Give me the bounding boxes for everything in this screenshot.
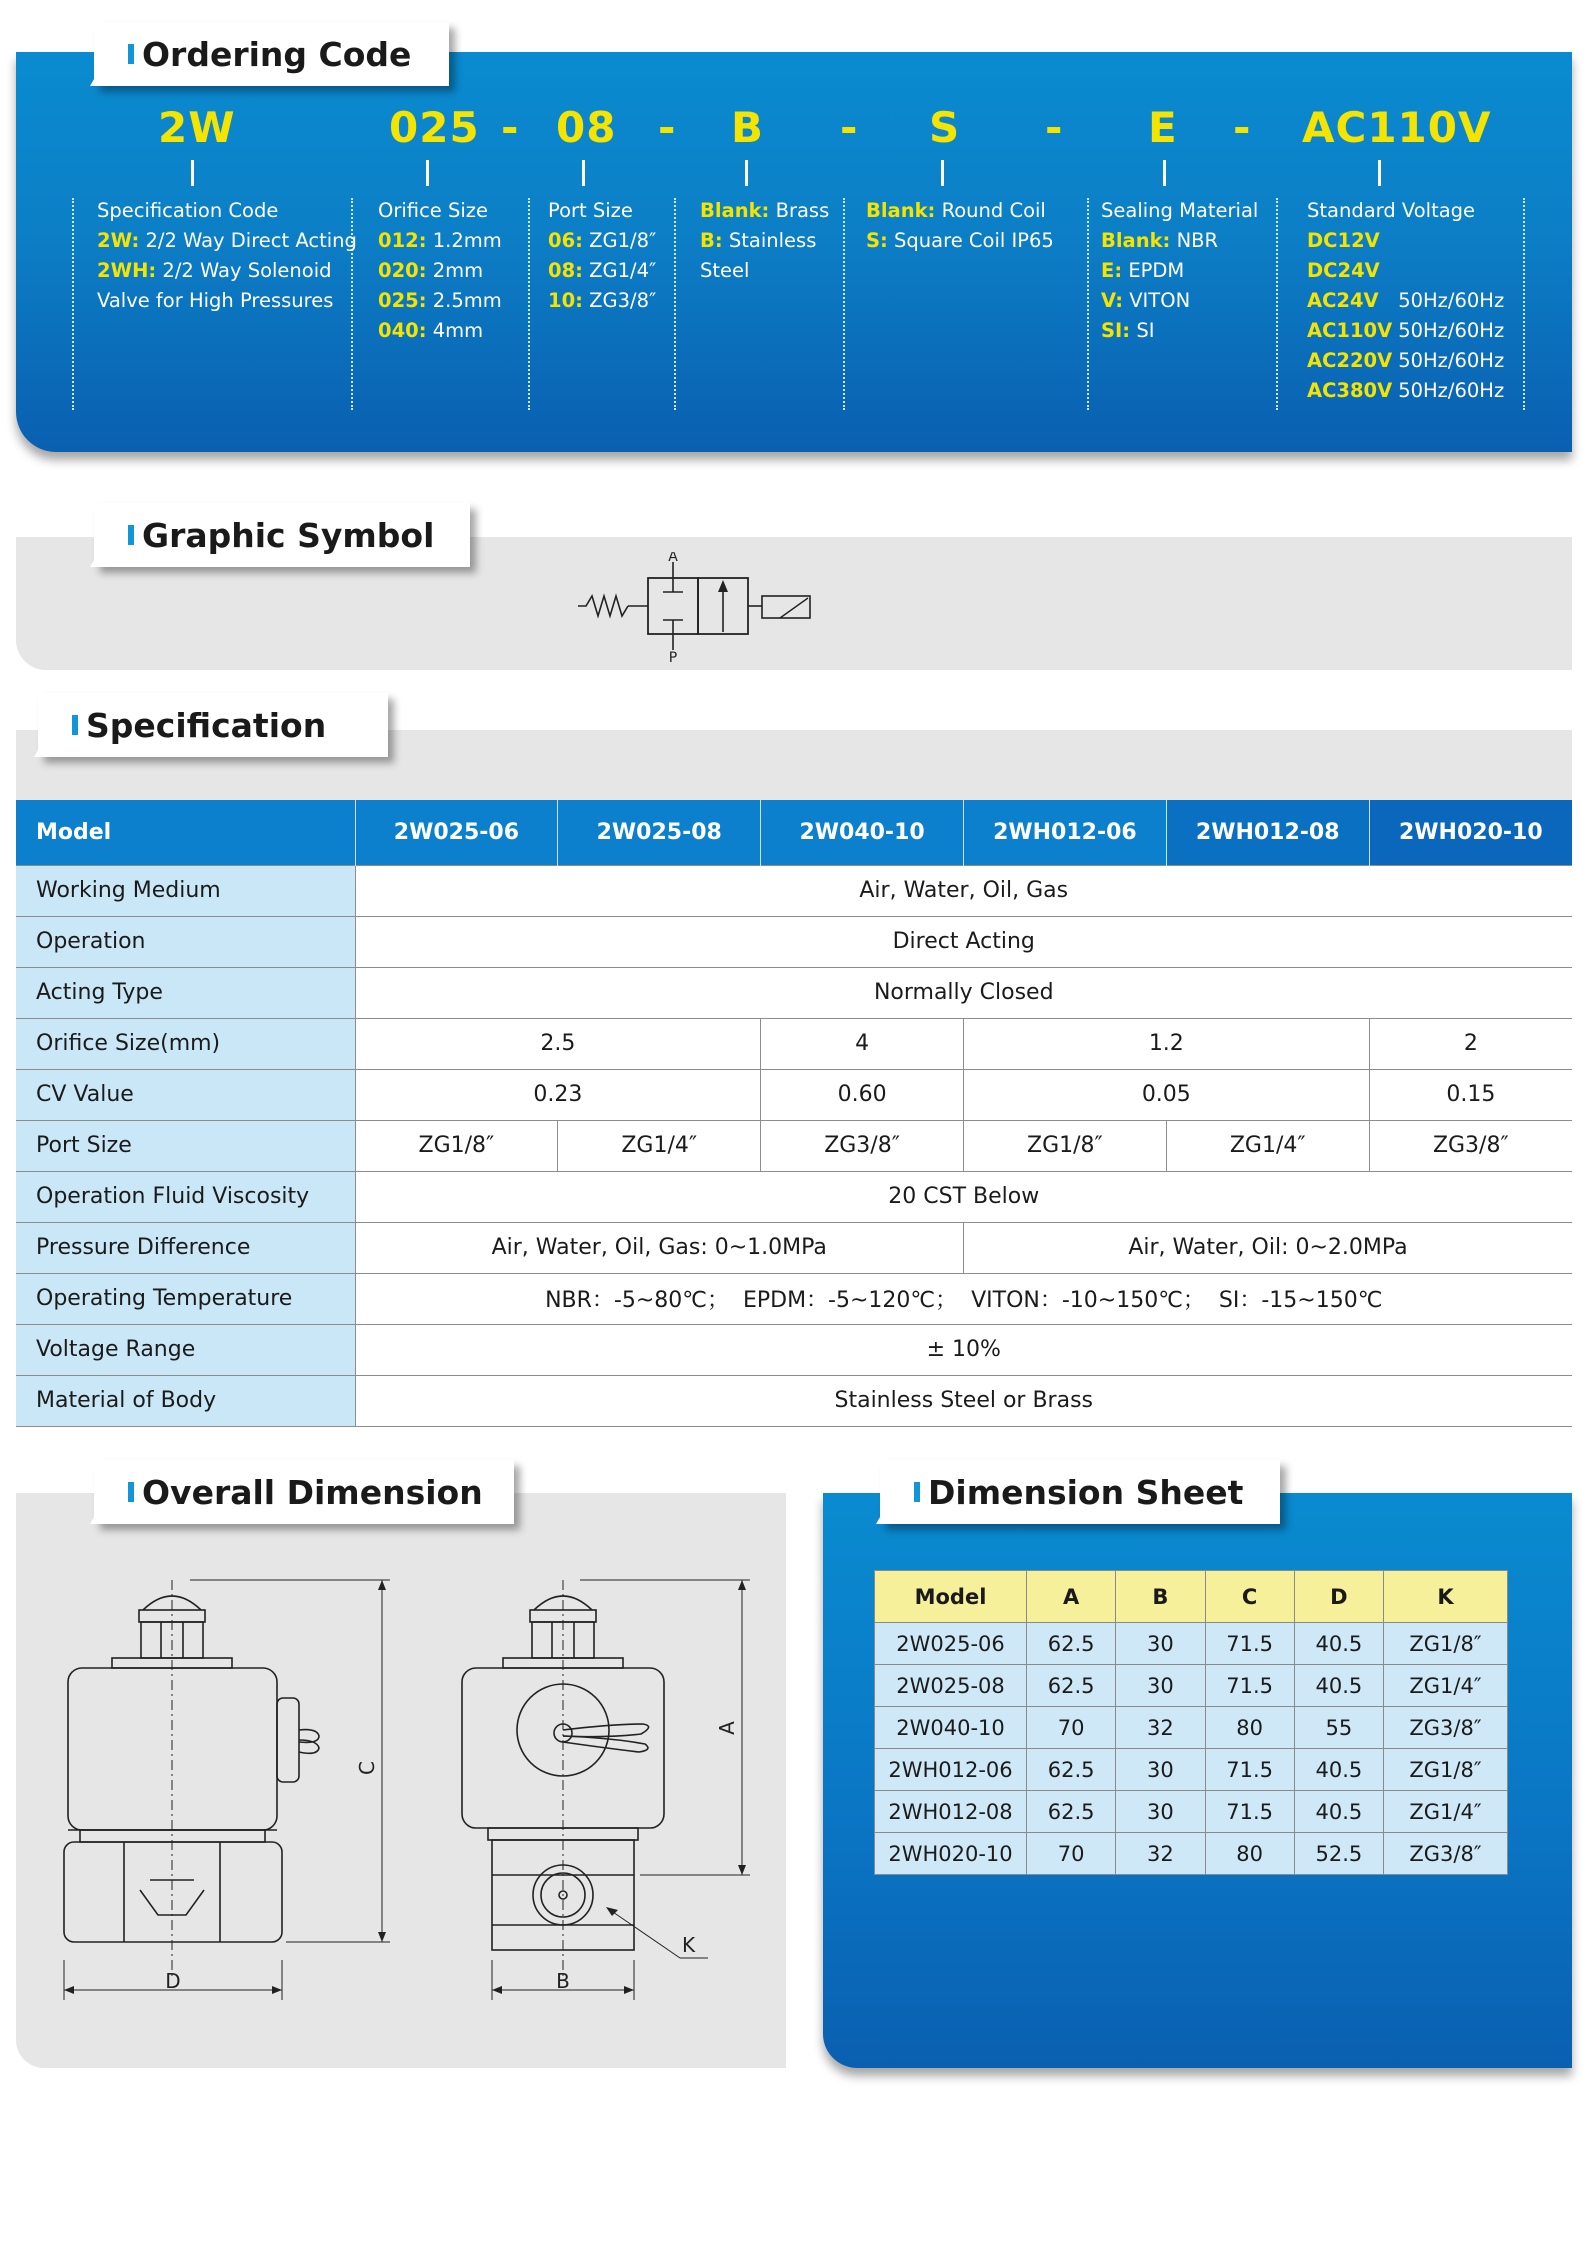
ds-cell: ZG3/8″ [1384, 1833, 1508, 1875]
code-spec: 2W [158, 103, 236, 152]
dim-label-c: C [355, 1761, 379, 1775]
specification-tab [38, 693, 388, 757]
spec-header-cell: 2WH012-08 [1166, 800, 1369, 865]
overall-dimension-title: Overall Dimension [142, 1472, 483, 1512]
ds-cell: 71.5 [1205, 1623, 1294, 1665]
code-voltage: AC110V [1302, 103, 1492, 152]
ds-cell: 2W025-06 [875, 1623, 1027, 1665]
dotted-divider [528, 198, 530, 410]
ds-header-row [875, 1571, 1508, 1623]
spec-row [16, 1069, 1572, 1120]
ds-cell: 30 [1116, 1749, 1205, 1791]
spec-cell: 20 CST Below [355, 1171, 1572, 1222]
spec-cell: 0.15 [1369, 1069, 1572, 1120]
ds-cell: 80 [1205, 1833, 1294, 1875]
dimension-sheet-table [874, 1570, 1508, 1875]
ds-cell: 2W025-08 [875, 1665, 1027, 1707]
ds-header-cell: B [1116, 1571, 1205, 1623]
orifice-column: Orifice Size 012: 1.2mm 020: 2mm 025: 2.5mm 040: 4mm [378, 199, 502, 342]
spec-cell: 0.60 [761, 1069, 964, 1120]
dim-label-d: D [165, 1969, 181, 1993]
spec-cell: ZG3/8″ [761, 1120, 964, 1171]
spec-row [16, 1222, 1572, 1273]
spec-cell: 4 [761, 1018, 964, 1069]
ds-header-cell: C [1205, 1571, 1294, 1623]
ds-cell: 40.5 [1294, 1749, 1383, 1791]
spec-cell: 2.5 [355, 1018, 761, 1069]
spec-code-heading: Specification Code [97, 199, 279, 222]
ds-cell: 2WH012-06 [875, 1749, 1027, 1791]
dim-label-a: A [715, 1721, 739, 1735]
ds-cell: 40.5 [1294, 1665, 1383, 1707]
ds-row [875, 1707, 1508, 1749]
spec-cell: ZG1/8″ [355, 1120, 558, 1171]
ds-cell: 32 [1116, 1833, 1205, 1875]
dotted-divider [1523, 198, 1525, 410]
spec-row-label: Material of Body [16, 1375, 355, 1426]
ordering-code-title: Ordering Code [142, 34, 412, 74]
ds-cell: 62.5 [1027, 1749, 1116, 1791]
ds-cell: ZG1/4″ [1384, 1665, 1508, 1707]
spec-row [16, 1171, 1572, 1222]
dotted-divider [1087, 198, 1089, 410]
spec-cell: ± 10% [355, 1324, 1572, 1375]
spec-cell: Direct Acting [355, 916, 1572, 967]
spec-code-column: Specification Code 2W: 2/2 Way Direct Acting 2WH: 2/2 Way Solenoid Valve for High Pressures [97, 196, 357, 316]
spec-cell: Air, Water, Oil, Gas [355, 865, 1572, 916]
spec-cell: ZG3/8″ [1369, 1120, 1572, 1171]
port-column: Port Size 06: ZG1/8″ 08: ZG1/4″ 10: ZG3/8″ [548, 199, 657, 312]
spec-header-cell: Model [16, 800, 355, 865]
ds-cell: 40.5 [1294, 1791, 1383, 1833]
specification-title: Specification [86, 705, 327, 745]
ds-header-cell: K [1384, 1571, 1508, 1623]
code-tick [1378, 160, 1381, 186]
ds-header-cell: Model [875, 1571, 1027, 1623]
code-body: B [731, 103, 765, 152]
code-tick [1163, 160, 1166, 186]
code-seal: E [1148, 103, 1178, 152]
code-coil: S [929, 103, 961, 152]
code-tick [941, 160, 944, 186]
dim-label-k: K [682, 1933, 696, 1957]
spec-row [16, 1375, 1572, 1426]
spec-header-cell: 2W025-06 [355, 800, 558, 865]
spec-row-label: Orifice Size(mm) [16, 1018, 355, 1069]
spec-row [16, 1273, 1572, 1324]
spec-cell: Air, Water, Oil: 0~2.0MPa [963, 1222, 1572, 1273]
spec-row-label: Acting Type [16, 967, 355, 1018]
spec-header-cell: 2WH020-10 [1369, 800, 1572, 865]
spec-cell: ZG1/4″ [558, 1120, 761, 1171]
spec-header-cell: 2WH012-06 [963, 800, 1166, 865]
spec-row [16, 1018, 1572, 1069]
spec-cell: 0.23 [355, 1069, 761, 1120]
ds-cell: ZG1/8″ [1384, 1749, 1508, 1791]
ds-cell: 71.5 [1205, 1791, 1294, 1833]
code-dash: - [501, 103, 520, 152]
dotted-divider [843, 198, 845, 410]
dotted-divider [674, 198, 676, 410]
ds-cell: 52.5 [1294, 1833, 1383, 1875]
dotted-divider [72, 198, 74, 410]
spec-cell: 2 [1369, 1018, 1572, 1069]
ds-cell: 71.5 [1205, 1665, 1294, 1707]
spec-cell: Normally Closed [355, 967, 1572, 1018]
spec-cell: 0.05 [963, 1069, 1369, 1120]
ordering-code-tab [94, 22, 449, 86]
spec-row [16, 967, 1572, 1018]
ds-cell: 30 [1116, 1791, 1205, 1833]
ds-cell: 62.5 [1027, 1791, 1116, 1833]
spec-row [16, 865, 1572, 916]
ds-cell: 2WH020-10 [875, 1833, 1027, 1875]
spec-header-cell: 2W040-10 [761, 800, 964, 865]
spec-cell: Stainless Steel or Brass [355, 1375, 1572, 1426]
dimension-sheet-tab [880, 1460, 1280, 1524]
spec-row [16, 916, 1572, 967]
code-tick [426, 160, 429, 186]
spec-cell: ZG1/4″ [1166, 1120, 1369, 1171]
dimension-sheet-title: Dimension Sheet [928, 1472, 1244, 1512]
graphic-symbol-tab [94, 503, 470, 567]
spec-row-label: Operation [16, 916, 355, 967]
ds-cell: 2WH012-08 [875, 1791, 1027, 1833]
ds-cell: 30 [1116, 1623, 1205, 1665]
spec-row [16, 1324, 1572, 1375]
overall-dimension-drawing [40, 1560, 770, 2030]
ds-row [875, 1833, 1508, 1875]
spec-header-row [16, 800, 1572, 865]
ds-cell: 70 [1027, 1707, 1116, 1749]
code-tick [582, 160, 585, 186]
ds-cell: 40.5 [1294, 1623, 1383, 1665]
ds-row [875, 1665, 1508, 1707]
ds-cell: 32 [1116, 1707, 1205, 1749]
spec-cell: 1.2 [963, 1018, 1369, 1069]
ds-cell: 80 [1205, 1707, 1294, 1749]
code-orifice: 025 [389, 103, 480, 152]
body-column: Blank: Brass B: Stainless Steel [700, 199, 830, 282]
code-tick [191, 160, 194, 186]
graphic-symbol-title: Graphic Symbol [142, 515, 435, 555]
code-tick [745, 160, 748, 186]
ds-row [875, 1749, 1508, 1791]
dotted-divider [1276, 198, 1278, 410]
ds-cell: 70 [1027, 1833, 1116, 1875]
specification-table [16, 800, 1572, 1427]
seal-column: Sealing Material Blank: NBR E: EPDM V: VITON SI: SI [1101, 199, 1259, 342]
code-dash: - [1045, 103, 1064, 152]
spec-row-label: Port Size [16, 1120, 355, 1171]
ds-row [875, 1623, 1508, 1665]
ds-cell: ZG1/4″ [1384, 1791, 1508, 1833]
dim-label-b: B [556, 1969, 570, 1993]
port-a-label: A [668, 552, 678, 565]
ds-cell: 71.5 [1205, 1749, 1294, 1791]
spec-row-label: Operating Temperature [16, 1273, 355, 1324]
spec-row-label: Voltage Range [16, 1324, 355, 1375]
port-p-label: P [668, 650, 678, 662]
spec-cell: Air, Water, Oil, Gas: 0~1.0MPa [355, 1222, 963, 1273]
voltage-column: Standard Voltage DC12V DC24V AC24V 50Hz/60Hz AC110V 50Hz/60Hz AC220V 50Hz/60Hz AC380V 50Hz/60Hz [1307, 199, 1505, 402]
code-port: 08 [556, 103, 617, 152]
spec-cell: NBR：-5~80℃； EPDM：-5~120℃； VITON：-10~150℃； SI：-15~150℃ [355, 1273, 1572, 1324]
spec-row [16, 1120, 1572, 1171]
spec-row-label: Operation Fluid Viscosity [16, 1171, 355, 1222]
ds-cell: 62.5 [1027, 1665, 1116, 1707]
ds-cell: ZG3/8″ [1384, 1707, 1508, 1749]
spec-row-label: CV Value [16, 1069, 355, 1120]
code-dash: - [840, 103, 859, 152]
ds-row [875, 1791, 1508, 1833]
code-dash: - [1233, 103, 1252, 152]
ds-cell: 30 [1116, 1665, 1205, 1707]
spec-row-label: Pressure Difference [16, 1222, 355, 1273]
ds-cell: 62.5 [1027, 1623, 1116, 1665]
coil-column: Blank: Round Coil S: Square Coil IP65 [866, 199, 1054, 252]
spec-cell: ZG1/8″ [963, 1120, 1166, 1171]
spec-row-label: Working Medium [16, 865, 355, 916]
overall-dimension-tab [94, 1460, 514, 1524]
ds-cell: 2W040-10 [875, 1707, 1027, 1749]
valve-symbol-diagram [570, 552, 830, 662]
code-dash: - [658, 103, 677, 152]
ds-cell: 55 [1294, 1707, 1383, 1749]
ds-cell: ZG1/8″ [1384, 1623, 1508, 1665]
ds-header-cell: A [1027, 1571, 1116, 1623]
spec-header-cell: 2W025-08 [558, 800, 761, 865]
ds-header-cell: D [1294, 1571, 1383, 1623]
